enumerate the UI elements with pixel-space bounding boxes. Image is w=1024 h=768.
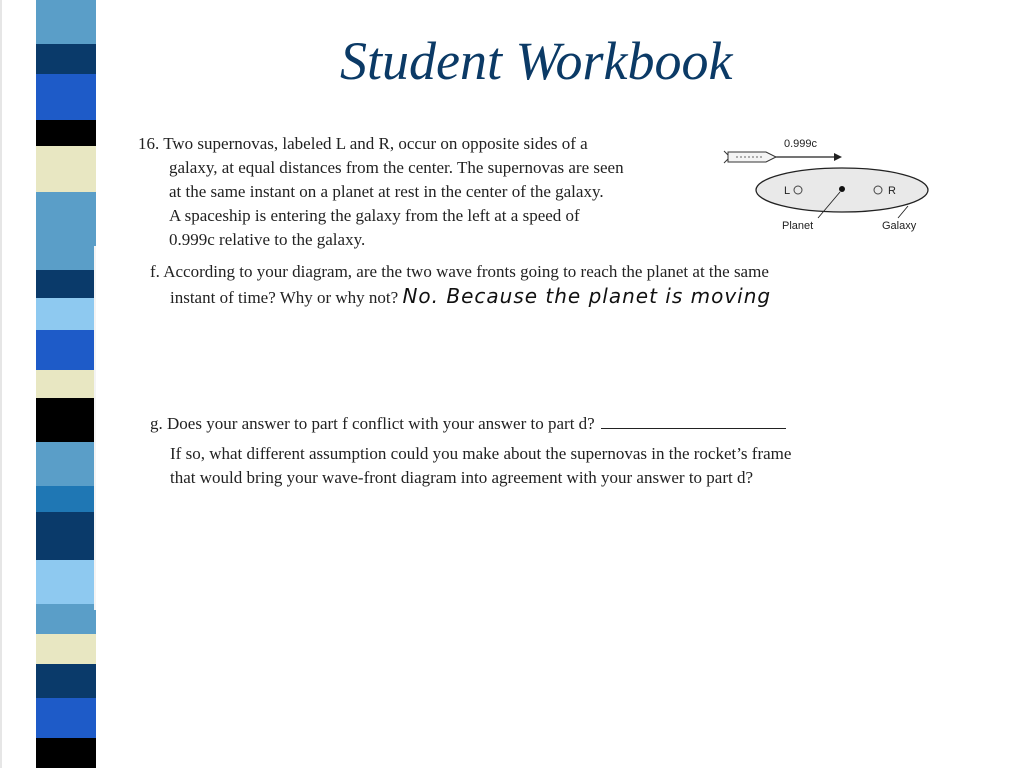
stripe-block [36,74,96,120]
part-f [150,260,771,310]
part-f-line-2 [150,284,771,310]
spaceship-icon [724,151,776,163]
stripe-block [36,560,96,604]
galaxy-pointer [898,206,908,218]
stripe-block [36,486,96,512]
stripe-block [36,120,96,146]
question-line: galaxy, at equal distances from the center. The supernovas are seen [169,158,624,177]
galaxy-label: Galaxy [882,220,917,232]
stripe-block [36,698,96,738]
stripe-block [36,442,96,486]
stripe-block [36,146,96,192]
stripe-border [0,0,2,768]
handwritten-answer: No. Because the planet is moving [402,284,772,308]
page-title: Student Workbook [340,31,733,91]
arrow-head [834,153,842,161]
stripe-block [36,664,96,698]
question-line: 0.999c relative to the galaxy. [169,230,366,249]
question-number: 16. [138,134,160,153]
question-line: at the same instant on a planet at rest in the center of the galaxy. [169,182,604,201]
stripe-block [36,298,96,330]
stripe-block [36,512,96,560]
galaxy-diagram [722,130,932,242]
question-line: A spaceship is entering the galaxy from the left at a speed of [169,206,580,225]
stripe-block [36,236,96,270]
stripe-block [36,44,96,74]
speed-label: 0.999c [784,138,818,150]
decorative-stripe [0,0,118,768]
question-16 [138,132,624,252]
stripe-block [36,0,96,18]
part-g-line: If so, what different assumption could you make about the supernovas in the rocket’s frame [170,444,792,463]
stripe-block [36,192,96,236]
stripe-block [36,330,96,370]
part-g [150,412,791,490]
stripe-block [36,370,96,398]
panel-edge [94,246,96,610]
supernova-right-label: R [888,185,896,197]
part-g-line: g. Does your answer to part f conflict with your answer to part d? [150,414,595,433]
stripe-block [36,604,96,634]
stripe-block [36,18,96,44]
part-g-line: that would bring your wave-front diagram into agreement with your answer to part d? [170,468,754,487]
supernova-left-label: L [784,185,791,197]
part-f-question: instant of time? Why or why not? [170,288,399,307]
question-line: Two supernovas, labeled L and R, occur on opposite sides of a [163,134,588,153]
planet-label: Planet [782,220,814,232]
planet-icon [839,186,845,192]
part-f-line: f. According to your diagram, are the two wave fronts going to reach the planet at the same [150,262,769,281]
stripe-block [36,634,96,664]
stripe-block [36,738,96,768]
stripe-edge [96,0,116,768]
stripe-block [36,398,96,442]
answer-blank [601,414,786,429]
stripe-block [36,270,96,298]
